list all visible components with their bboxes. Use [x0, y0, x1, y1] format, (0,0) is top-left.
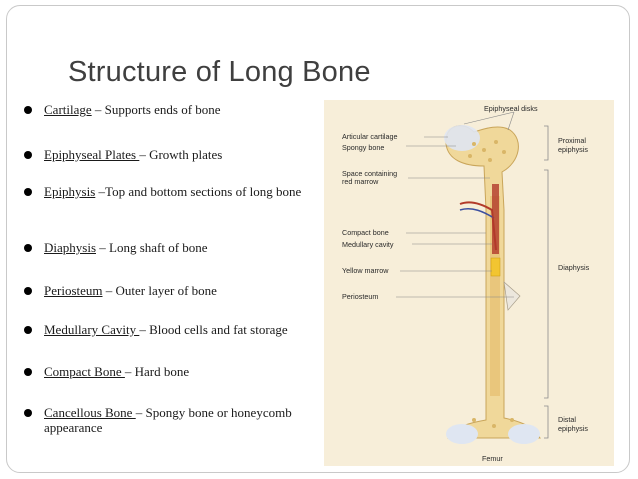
- bullet-term: Compact Bone: [44, 364, 125, 379]
- bullet-epiphyseal-plates: [10, 147, 320, 162]
- bullet-dot-icon: [24, 151, 32, 159]
- bullet-desc: – Blood cells and fat storage: [139, 322, 288, 337]
- bullet-desc: – Spongy bone or honeycomb appearance: [44, 405, 292, 435]
- bullet-dot-icon: [24, 326, 32, 334]
- region-brackets: [544, 126, 548, 438]
- bullet-cartilage: [10, 102, 320, 117]
- red-marrow-shape: [492, 184, 499, 254]
- bullet-desc: – Outer layer of bone: [102, 283, 217, 298]
- bullet-desc: – Growth plates: [139, 147, 223, 162]
- femur-diagram: [324, 100, 614, 466]
- label-spongy-bone: Spongy bone: [342, 143, 385, 152]
- bullet-term: Diaphysis: [44, 240, 96, 255]
- label-articular-cartilage: Articular cartilage: [342, 132, 398, 141]
- label-yellow-marrow: Yellow marrow: [342, 266, 389, 275]
- bullet-desc: –Top and bottom sections of long bone: [95, 184, 302, 199]
- distal-cartilage-shape: [446, 424, 478, 444]
- label-femur: Femur: [482, 454, 503, 463]
- bullet-dot-icon: [24, 244, 32, 252]
- bullet-desc: – Long shaft of bone: [96, 240, 208, 255]
- bullet-dot-icon: [24, 188, 32, 196]
- bullet-term: Epiphysis: [44, 184, 96, 199]
- bullet-epiphysis: [10, 184, 320, 199]
- label-compact-bone: Compact bone: [342, 228, 389, 237]
- label-periosteum: Periosteum: [342, 292, 379, 301]
- label-distal-2: epiphysis: [558, 424, 588, 433]
- label-proximal-1: Proximal: [558, 136, 586, 145]
- bullet-medullary-cavity: [10, 322, 320, 337]
- slide-title: Structure of Long Bone: [68, 56, 371, 88]
- bullet-term: Cancellous Bone: [44, 405, 136, 420]
- label-proximal-2: epiphysis: [558, 145, 588, 154]
- label-space-red-marrow-2: red marrow: [342, 177, 379, 186]
- bullet-desc: – Supports ends of bone: [91, 102, 221, 117]
- periosteum-flap-shape: [504, 282, 520, 310]
- yellow-marrow-shape: [491, 258, 500, 276]
- bullet-desc: – Hard bone: [124, 364, 190, 379]
- label-diaphysis: Diaphysis: [558, 263, 590, 272]
- bullet-dot-icon: [24, 409, 32, 417]
- femur-illustration: [324, 100, 614, 466]
- bullet-compact-bone: [10, 364, 320, 379]
- bullet-term: Medullary Cavity: [44, 322, 140, 337]
- bullet-dot-icon: [24, 106, 32, 114]
- label-distal-1: Distal: [558, 415, 576, 424]
- bullet-diaphysis: [10, 240, 320, 255]
- bullet-cancellous-bone: [10, 405, 320, 435]
- bullet-term: Cartilage: [44, 102, 92, 117]
- label-medullary-cavity: Medullary cavity: [342, 240, 394, 249]
- bullet-periosteum: [10, 283, 320, 298]
- label-epiphyseal-disks: Epiphyseal disks: [484, 104, 538, 113]
- bullet-dot-icon: [24, 287, 32, 295]
- distal-cartilage-shape: [508, 424, 540, 444]
- bullet-dot-icon: [24, 368, 32, 376]
- bullet-term: Epiphyseal Plates: [44, 147, 140, 162]
- articular-cartilage-shape: [444, 125, 480, 151]
- bullet-term: Periosteum: [44, 283, 103, 298]
- label-space-red-marrow-1: Space containing: [342, 169, 398, 178]
